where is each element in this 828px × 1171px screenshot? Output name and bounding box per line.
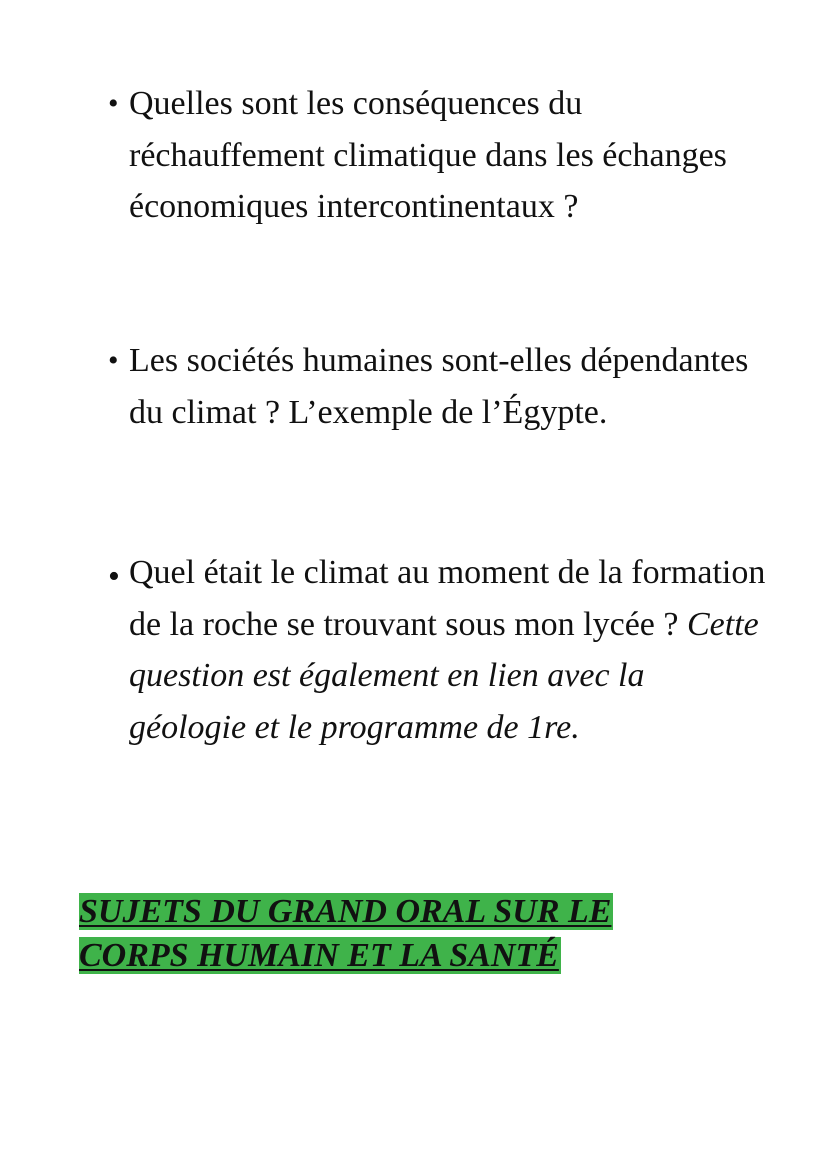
section-heading: [79, 890, 739, 978]
bullet-item-climate-trade: [108, 78, 768, 233]
bullet-marker: •: [108, 558, 120, 595]
bullet-text-wrapper: [129, 547, 768, 753]
bullet-text: Les sociétés humaines sont-elles dépendantes du climat ? L’exemple de l’Égypte.: [129, 342, 749, 431]
section-heading-line2: CORPS HUMAIN ET LA SANTÉ: [79, 937, 559, 974]
bullet-item-societies-climate: [108, 335, 768, 438]
bullet-text: Quelles sont les conséquences du réchauffement climatique dans les échanges économiques intercontinentaux ?: [129, 85, 727, 225]
bullet-text: Quel était le climat au moment de la formation de la roche se trouvant sous mon lycée ?: [129, 554, 766, 643]
bullet-marker: •: [108, 344, 119, 377]
section-heading-line1: SUJETS DU GRAND ORAL SUR LE: [79, 893, 612, 930]
bullet-item-rock-climate: [108, 547, 768, 753]
bullet-emphasis-text: Cette question est également en lien avec la géologie et le programme de 1re.: [129, 605, 759, 746]
bullet-marker: •: [108, 87, 119, 120]
